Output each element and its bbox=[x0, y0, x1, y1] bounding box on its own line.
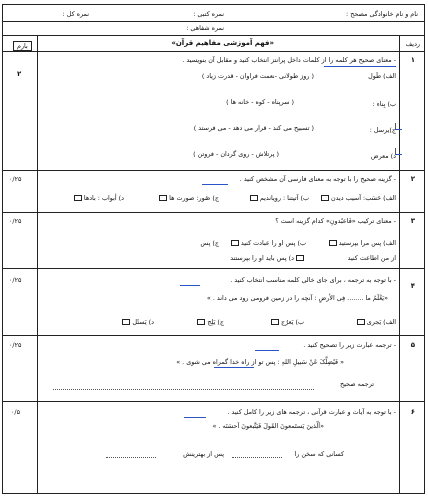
options-text: ( روز طولانی -نعمت فراوان - قدرت زیاد ) bbox=[201, 72, 314, 80]
oral-score-label: نمره شفاهی : bbox=[186, 24, 224, 32]
answer-blank[interactable] bbox=[232, 457, 282, 458]
verse-text: « فَیُضِلَّکَ عَنْ سَبیلِ اللهِ : پس تو از راه خدا گمراه می شوی . » bbox=[176, 358, 344, 366]
option-d[interactable]: د) یَسئَل bbox=[120, 319, 154, 325]
checkbox[interactable] bbox=[329, 240, 337, 246]
written-score-label: نمره کتبی : bbox=[193, 10, 224, 18]
underline bbox=[180, 285, 200, 286]
underline bbox=[255, 350, 279, 351]
verse-text: «اَلّذینَ یَستَمعونَ القَولَ فَیَتَّبعونَ اَحسَنَه . » bbox=[212, 422, 324, 430]
header-divider-2 bbox=[3, 35, 424, 36]
total-score-label: نمره کل : bbox=[62, 10, 89, 18]
question-divider-1 bbox=[3, 170, 424, 171]
question-prompt: - معنای صحیح هر کلمه را از کلمات داخل پرانتز انتخاب کنید و مقابل آن بنویسید . bbox=[182, 56, 396, 64]
verse-text: «یَعْلَمُ ما ........ فِی الأرضِ : آنچه را در زمین فرومی رود می داند . » bbox=[206, 294, 388, 302]
word-item: الف) طَول bbox=[368, 72, 396, 80]
question-number: ۲ bbox=[410, 175, 415, 183]
question-prompt: - گزینه صحیح را با توجه به معنای فارسی آن مشخص کنید . bbox=[239, 175, 396, 183]
option-b[interactable]: ب) یَعرُج bbox=[269, 319, 304, 325]
question-prompt: - معنای ترکیب «فَاعبُدونِ» کدام گزینه است ؟ bbox=[275, 217, 396, 225]
question-prompt: - با توجه به آیات و عبارت قرآنی ، ترجمه های زیر را کامل کنید . bbox=[227, 408, 396, 416]
option-c[interactable]: ج) یَلِج bbox=[195, 319, 224, 325]
question-prompt: - ترجمه عبارت زیر را تصحیح کنید . bbox=[303, 341, 396, 349]
options-text: ( سرپناه - کوه - خانه ها ) bbox=[226, 98, 294, 106]
checkbox[interactable] bbox=[122, 319, 130, 325]
option-c[interactable]: ج) پس bbox=[200, 239, 219, 247]
question-score: ۰/۵ bbox=[11, 408, 21, 416]
checkbox[interactable] bbox=[321, 195, 329, 201]
underline bbox=[184, 417, 206, 418]
answer-line[interactable] bbox=[53, 389, 314, 390]
option-b[interactable]: ب) آتیتنا : رویاندیم bbox=[248, 195, 309, 201]
pen-mark bbox=[395, 148, 402, 155]
word-item: ج)یرسل : bbox=[369, 126, 396, 134]
word-item: د) معرض bbox=[370, 152, 396, 160]
checkbox[interactable] bbox=[74, 195, 82, 201]
score-column-header: بارم bbox=[13, 41, 32, 51]
question-prompt: - با توجه به ترجمه ، برای جای خالی کلمه مناسب انتخاب کنید . bbox=[230, 276, 396, 284]
word-item: ب) بِناء : bbox=[372, 100, 396, 108]
exam-sheet bbox=[2, 4, 425, 494]
question-divider-2 bbox=[3, 212, 424, 213]
question-score: ۰/۲۵ bbox=[9, 175, 22, 183]
completion-part-1: کسانی که سخن را bbox=[294, 450, 344, 458]
row-column-line bbox=[399, 35, 400, 493]
option-d[interactable]: د) أبواب : بادها bbox=[72, 195, 124, 201]
question-number: ۳ bbox=[410, 217, 415, 225]
row-column-header: ردیف bbox=[405, 40, 420, 48]
correction-label: ترجمه صحیح bbox=[339, 380, 374, 388]
option-d[interactable]: د) پس باید او را بپرستند bbox=[230, 255, 306, 261]
completion-part-2: پس از بهترینش bbox=[183, 450, 224, 458]
header-divider bbox=[3, 21, 424, 22]
checkbox[interactable] bbox=[296, 255, 304, 261]
question-number: ۱ bbox=[410, 56, 415, 64]
option-c[interactable]: ج) صُور: صورت ها bbox=[157, 195, 219, 201]
question-divider-5 bbox=[3, 401, 424, 402]
underline bbox=[202, 184, 228, 185]
pen-mark bbox=[395, 123, 402, 130]
table-header-divider bbox=[3, 51, 424, 52]
question-divider-3 bbox=[3, 268, 424, 269]
checkbox[interactable] bbox=[357, 319, 365, 325]
question-divider-4 bbox=[3, 335, 424, 336]
underline bbox=[214, 367, 254, 368]
option-b[interactable]: ب) پس او را عبادت کنید bbox=[229, 240, 306, 246]
checkbox[interactable] bbox=[231, 240, 239, 246]
option-c-continued: از من اطاعت کنید bbox=[347, 254, 396, 262]
option-a[interactable]: الف) حَسَب: آسیب دیدن bbox=[319, 195, 396, 201]
checkbox[interactable] bbox=[250, 195, 258, 201]
question-score: ۰/۲۵ bbox=[9, 341, 22, 349]
score-column-line bbox=[37, 35, 38, 493]
option-a[interactable]: الف) یَجری bbox=[355, 319, 396, 325]
question-score: ۰/۲۵ bbox=[9, 276, 22, 284]
checkbox[interactable] bbox=[159, 195, 167, 201]
options-text: ( تسبیح می کند - قرار می دهد - می فرستد ) bbox=[193, 124, 314, 132]
corrector-name-label: نام و نام خانوادگی مصحح : bbox=[346, 10, 418, 18]
question-number: ۶ bbox=[410, 408, 415, 416]
option-a[interactable]: الف) پس مرا بپرستید bbox=[327, 240, 396, 246]
checkbox[interactable] bbox=[197, 319, 205, 325]
checkbox[interactable] bbox=[271, 319, 279, 325]
question-number: ۵ bbox=[410, 341, 415, 349]
question-score: ۰/۲۵ bbox=[9, 217, 22, 225]
question-number: ۴ bbox=[410, 282, 415, 290]
question-score: ۲ bbox=[17, 70, 22, 78]
answer-blank[interactable] bbox=[106, 457, 156, 458]
underline bbox=[324, 66, 396, 67]
table-title: «فهم آموزشی مفاهیم قرآن» bbox=[171, 39, 274, 47]
options-text: ( پرتلاش - روی گردان - فروتن ) bbox=[193, 150, 279, 158]
